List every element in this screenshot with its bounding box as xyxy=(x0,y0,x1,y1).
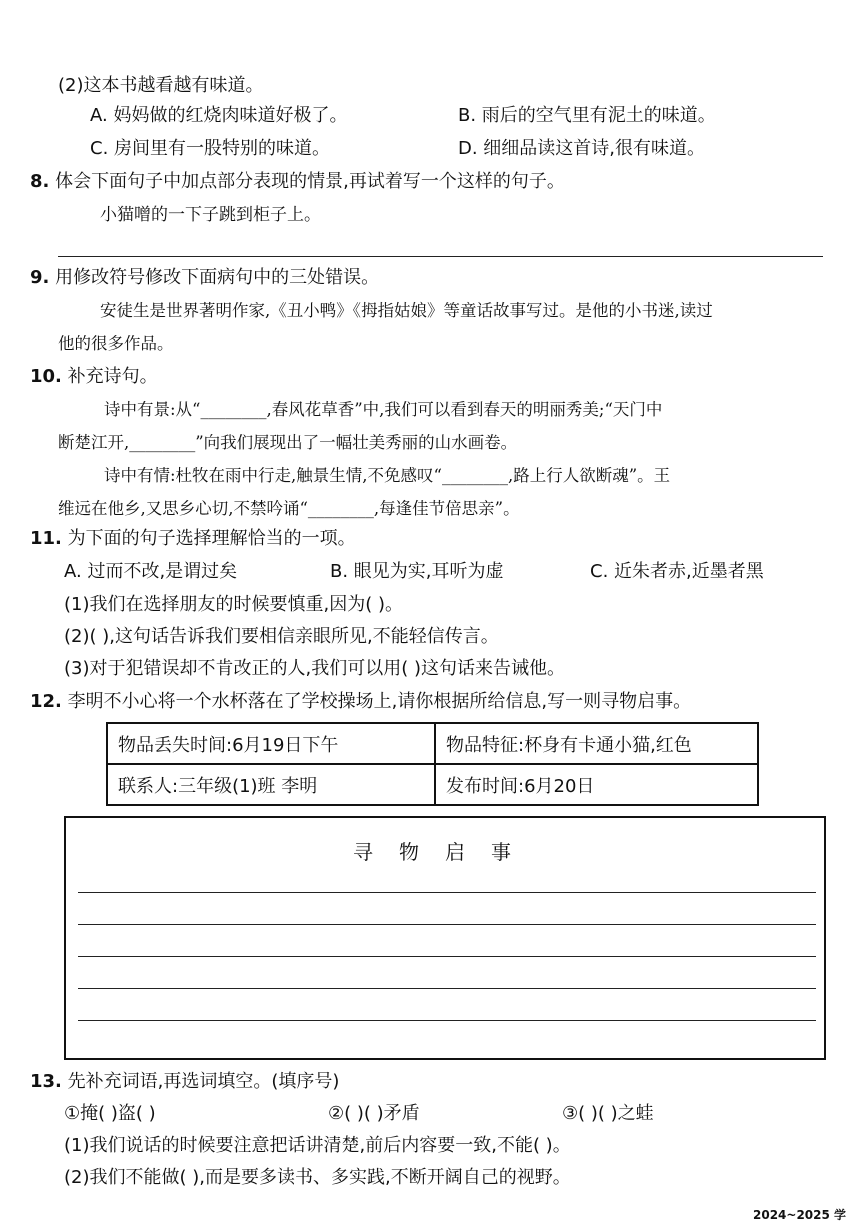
q7-2-option-d: D. 细细品读这首诗,很有味道。 xyxy=(458,138,706,159)
q11-number: 11. xyxy=(30,528,62,549)
lost-notice-title: 寻物启事 xyxy=(353,840,537,864)
cell-publish-time: 发布时间:6月20日 xyxy=(435,764,758,805)
q10-line2: 断楚江开,________”向我们展现出了一幅壮美秀丽的山水画卷。 xyxy=(58,433,518,452)
q7-2-stem: (2)这本书越看越有味道。 xyxy=(58,75,264,96)
q10-prompt xyxy=(30,365,158,389)
q9-sentence-line2: 他的很多作品。 xyxy=(58,334,174,353)
q11-prompt xyxy=(30,527,356,551)
q10-line1: 诗中有景:从“________,春风花草香”中,我们可以看到春天的明丽秀美;“天门中 xyxy=(104,400,663,419)
q10-line3: 诗中有情:杜牧在雨中行走,触景生情,不免感叹“________,路上行人欲断魂”。王 xyxy=(104,466,671,485)
q9-prompt xyxy=(30,266,379,290)
q8-text: 体会下面句子中加点部分表现的情景,再试着写一个这样的句子。 xyxy=(55,171,565,192)
q13-word-1: ①掩( )盗( ) xyxy=(64,1103,156,1124)
q12-prompt xyxy=(30,690,691,714)
q11-sentence-1: (1)我们在选择朋友的时候要慎重,因为( )。 xyxy=(64,594,403,615)
q13-sentence-2: (2)我们不能做( ),而是要多读书、多实践,不断开阔自己的视野。 xyxy=(64,1167,571,1188)
q13-number: 13. xyxy=(30,1071,62,1092)
q10-line4: 维远在他乡,又思乡心切,不禁吟诵“________,每逢佳节倍思亲”。 xyxy=(58,499,520,518)
writing-line[interactable] xyxy=(78,956,816,957)
writing-line[interactable] xyxy=(78,924,816,925)
cell-item-feature: 物品特征:杯身有卡通小猫,红色 xyxy=(435,723,758,764)
q9-text: 用修改符号修改下面病句中的三处错误。 xyxy=(55,267,380,288)
page-footer: 2024~2025 学 xyxy=(753,1208,847,1222)
writing-line[interactable] xyxy=(78,892,816,893)
q8-sentence: 小猫噌的一下子跳到柜子上。 xyxy=(100,205,321,225)
q10-text: 补充诗句。 xyxy=(67,366,158,387)
q11-sentence-2: (2)( ),这句话告诉我们要相信亲眼所见,不能轻信传言。 xyxy=(64,626,499,647)
q8-number: 8. xyxy=(30,171,50,192)
cell-contact: 联系人:三年级(1)班 李明 xyxy=(107,764,435,805)
q7-2-option-a: A. 妈妈做的红烧肉味道好极了。 xyxy=(90,105,348,126)
q11-option-b: B. 眼见为实,耳听为虚 xyxy=(330,561,504,582)
q11-text: 为下面的句子选择理解恰当的一项。 xyxy=(67,528,356,549)
q8-answer-line[interactable] xyxy=(58,256,823,257)
q13-prompt xyxy=(30,1070,339,1094)
q12-text: 李明不小心将一个水杯落在了学校操场上,请你根据所给信息,写一则寻物启事。 xyxy=(67,691,692,712)
cell-lost-time: 物品丢失时间:6月19日下午 xyxy=(107,723,435,764)
q13-word-2: ②( )( )矛盾 xyxy=(328,1103,420,1124)
lost-notice-writing-box xyxy=(64,816,826,1060)
q11-sentence-3: (3)对于犯错误却不肯改正的人,我们可以用( )这句话来告诫他。 xyxy=(64,658,565,679)
lost-item-info-table xyxy=(106,722,759,806)
q10-number: 10. xyxy=(30,366,62,387)
q8-prompt xyxy=(30,170,565,194)
q7-2-option-b: B. 雨后的空气里有泥土的味道。 xyxy=(458,105,716,126)
writing-line[interactable] xyxy=(78,988,816,989)
writing-line[interactable] xyxy=(78,1020,816,1021)
q11-option-a: A. 过而不改,是谓过矣 xyxy=(64,561,238,582)
q13-word-3: ③( )( )之蛙 xyxy=(562,1103,654,1124)
q13-text: 先补充词语,再选词填空。(填序号) xyxy=(67,1071,340,1092)
q9-number: 9. xyxy=(30,267,50,288)
q11-option-c: C. 近朱者赤,近墨者黑 xyxy=(590,561,764,582)
q13-sentence-1: (1)我们说话的时候要注意把话讲清楚,前后内容要一致,不能( )。 xyxy=(64,1135,571,1156)
q12-number: 12. xyxy=(30,691,62,712)
q7-2-option-c: C. 房间里有一股特别的味道。 xyxy=(90,138,331,159)
q9-sentence-line1: 安徒生是世界著明作家,《丑小鸭》《拇指姑娘》等童话故事写过。是他的小书迷,读过 xyxy=(100,301,713,320)
